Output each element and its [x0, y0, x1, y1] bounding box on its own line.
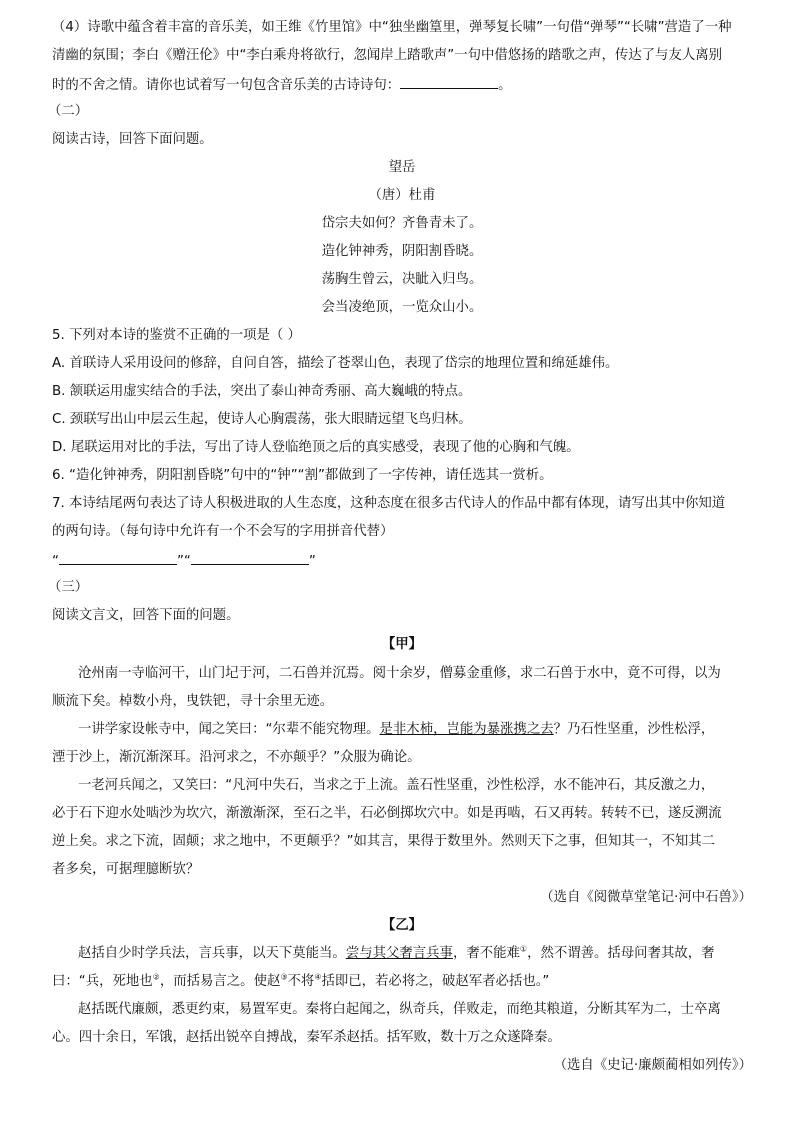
q6-stem: 6. “造化钟神秀，阴阳割昏晓”句中的“钟”“割”都做到了一字传神，请任选其一赏析。 [52, 468, 553, 483]
jia-p3-line-3: 逆上矣。求之下流，固颠；求之地中，不更颠乎？”如其言，果得于数里外。然则天下之事，但知其一，不知其二 [52, 834, 716, 849]
q5-option-a: A. 首联诗人采用设问的修辞，自问自答，描绘了苍翠山色，表现了岱宗的地理位置和绵延雄伟。 [52, 356, 619, 371]
poem-line-3: 荡胸生曾云，决眦入归鸟。 [321, 272, 483, 287]
section-3-label: （三） [48, 580, 89, 595]
yi-p1-text-a: 赵括自少时学兵法，言兵事，以天下莫能当。 [78, 946, 346, 961]
q4-answer-blank[interactable] [400, 75, 498, 89]
footnote-marker-2: ② [152, 972, 160, 982]
yi-p2-line-1: 赵括既代廉颇，悉更约束，易置军吏。秦将白起闻之，纵奇兵，佯败走，而绝其粮道，分断其军为二，士卒离 [78, 1002, 721, 1017]
q4-line-3-end: 。 [498, 78, 512, 93]
q7-mid-quote: ”“ [176, 554, 191, 569]
footnote-marker-4: ④ [314, 972, 322, 982]
yi-p1-line-1 [78, 945, 778, 963]
yi-p1-underlined-sentence: 尝与其父奢言兵事 [345, 946, 453, 961]
jia-p2-line-2: 湮于沙上，渐沉渐深耳。沿河求之，不亦颠乎？”众服为确论。 [52, 750, 421, 765]
yi-p1-text-g: 括即已，若必将之，破赵军者必括也。” [321, 974, 550, 989]
section-2-instruction: 阅读古诗，回答下面问题。 [52, 132, 213, 147]
jia-p2-text-a: 一讲学家设帐寺中，闻之笑曰：“尔辈不能究物理。 [78, 722, 380, 737]
yi-p1-text-e: ，而括易言之。使赵 [159, 974, 281, 989]
yi-title: 【乙】 [381, 918, 423, 933]
q7-answer-line [52, 551, 752, 571]
q7-line-2: 的两句诗。（每句诗中允许有一个不会写的字用拼音代替） [52, 524, 394, 539]
q7-answer-blank-2[interactable] [191, 551, 309, 565]
jia-p3-line-4: 者多矣，可据理臆断欤？ [52, 862, 200, 877]
poem-line-1: 岱宗夫如何？齐鲁青未了。 [321, 216, 483, 231]
jia-p3-line-2: 必于石下迎水处啮沙为坎穴，渐激渐深，至石之半，石必倒掷坎穴中。如是再啮，石又再转。转转不已，遂反溯流 [52, 806, 722, 821]
q7-answer-blank-1[interactable] [59, 551, 177, 565]
q7-open-quote: “ [52, 554, 59, 569]
section-2-label: （二） [48, 104, 89, 119]
section-3-instruction: 阅读文言文，回答下面的问题。 [52, 608, 240, 623]
q7-line-1: 7. 本诗结尾两句表达了诗人积极进取的人生态度，这种态度在很多古代诗人的作品中都有体现，请写出其中你知道 [52, 496, 726, 511]
jia-p2-text-b: ？乃石性坚重，沙性松浮， [553, 722, 715, 737]
q4-line-1: （4）诗歌中蕴含着丰富的音乐美，如王维《竹里馆》中“独坐幽篁里，弹琴复长啸”一句借“弹琴”“长啸”营造了一种 [52, 20, 732, 35]
yi-p1-text-d: 曰：“兵，死地也 [52, 974, 153, 989]
yi-p1-text-c: ，然不谓善。括母问奢其故，奢 [527, 946, 715, 961]
q4-line-3-text: 时的不舍之情。请你也试着写一句包含音乐美的古诗诗句： [52, 78, 401, 93]
jia-p1-line-1: 沧州南一寺临河干，山门圮于河，二石兽并沉焉。阅十余岁，僧募金重修，求二石兽于水中，竟不可得，以为 [78, 666, 721, 681]
jia-p2-underlined-sentence: 是非木柿，岂能为暴涨携之去 [379, 722, 554, 737]
q7-close-quote: ” [308, 554, 316, 569]
q5-stem: 5. 下列对本诗的鉴赏不正确的一项是（ ） [52, 328, 301, 343]
q5-option-c: C. 颈联写出山中层云生起，使诗人心胸震荡，张大眼睛远望飞鸟归林。 [52, 412, 472, 427]
poem-line-2: 造化钟神秀，阴阳割昏晓。 [321, 244, 483, 259]
yi-p2-line-2: 心。四十余日，军饿，赵括出锐卒自搏战，秦军杀赵括。括军败，数十万之众遂降秦。 [52, 1030, 561, 1045]
q4-line-3 [52, 75, 752, 95]
jia-p1-line-2: 顺流下矣。棹数小舟，曳铁钯，寻十余里无迹。 [52, 694, 334, 709]
yi-p1-line-2 [52, 973, 752, 991]
yi-source: （选自《史记·廉颇蔺相如列传》） [553, 1058, 752, 1073]
footnote-marker-1: ① [519, 944, 528, 954]
poem-title: 望岳 [388, 160, 416, 175]
q4-line-2: 清幽的氛围；李白《赠汪伦》中“李白乘舟将欲行，忽闻岸上踏歌声”一句中借悠扬的踏歌之声，传达了与友人离别 [52, 48, 723, 63]
q5-option-d: D. 尾联运用对比的手法，写出了诗人登临绝顶之后的真实感受，表现了他的心胸和气魄。 [52, 440, 580, 455]
jia-title: 【甲】 [381, 637, 423, 652]
jia-p3-line-1: 一老河兵闻之，又笑曰：“凡河中失石，当求之于上流。盖石性坚重，沙性松浮，水不能冲石，其反激之力， [78, 778, 715, 793]
footnote-marker-3: ③ [280, 972, 288, 982]
yi-p1-text-b: ，奢不能难 [452, 946, 520, 961]
jia-source: （选自《阅微草堂笔记·河中石兽》） [540, 890, 752, 905]
yi-p1-text-f: 不将 [287, 974, 315, 989]
poem-line-4: 会当凌绝顶，一览众山小。 [321, 300, 483, 315]
jia-p2-line-1 [78, 721, 778, 739]
poem-author: （唐）杜甫 [368, 188, 436, 203]
q5-option-b: B. 颔联运用虚实结合的手法，突出了泰山神奇秀丽、高大巍峨的特点。 [52, 384, 472, 399]
